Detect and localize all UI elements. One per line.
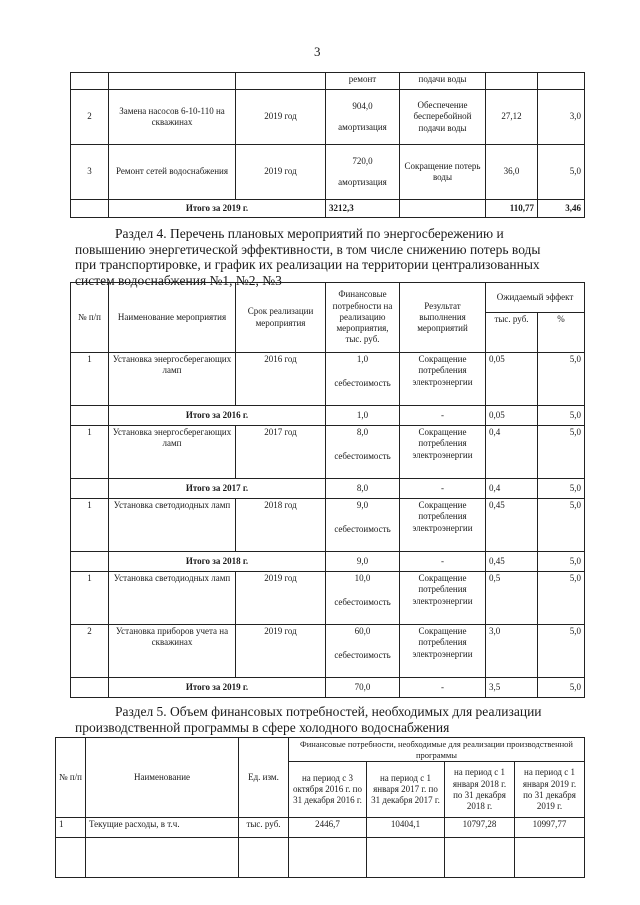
finance-cell	[326, 625, 400, 678]
empty-cell	[289, 838, 367, 878]
finance-source: амортизация	[338, 177, 387, 187]
empty-cell	[109, 73, 236, 90]
finance-source: себестоимость	[334, 650, 391, 661]
table-row	[71, 73, 585, 90]
measure-name: Установка энергосберегающих ламп	[109, 353, 236, 406]
section5-line2: производственной программы в сфере холодного водоснабжения	[75, 719, 450, 735]
empty-cell	[367, 838, 445, 878]
finance-cell: ремонт	[326, 73, 400, 90]
row-number: 1	[71, 572, 109, 625]
th5-unit: Ед. изм.	[239, 738, 289, 818]
finance-amount: 10,0	[354, 573, 371, 583]
result-cell: Обеспечение бесперебойной подачи воды	[400, 90, 486, 145]
table-row	[71, 426, 585, 479]
total-effect-rub: 3,5	[486, 678, 538, 698]
empty-cell	[71, 678, 109, 698]
finance-source: себестоимость	[334, 597, 391, 608]
finance-amount: 9,0	[356, 500, 369, 510]
effect-rub: 27,12	[486, 90, 538, 145]
total-label: Итого за 2018 г.	[109, 552, 326, 572]
result-cell: Сокращение потребления электроэнергии	[400, 572, 486, 625]
finance-amount: 8,0	[356, 427, 369, 437]
period-cell: 2019 год	[236, 145, 326, 200]
empty-cell	[71, 73, 109, 90]
finance-cell	[326, 499, 400, 552]
section5-heading	[75, 704, 584, 735]
period-1-value: 2446,7	[289, 818, 367, 838]
result-cell: Сокращение потребления электроэнергии	[400, 625, 486, 678]
empty-cell	[515, 838, 585, 878]
empty-cell	[239, 838, 289, 878]
finance-cell	[326, 572, 400, 625]
table-row	[71, 90, 585, 145]
total-row	[71, 479, 585, 499]
table-row	[71, 145, 585, 200]
row-number: 1	[71, 499, 109, 552]
effect-rub: 0,4	[486, 426, 538, 479]
period-4-value: 10997,77	[515, 818, 585, 838]
expense-name: Текущие расходы, в т.ч.	[86, 818, 239, 838]
finance-source: себестоимость	[334, 524, 391, 535]
section4-line2: повышению энергетической эффективности, в том числе снижению потерь воды	[75, 241, 541, 257]
section4-heading	[75, 226, 584, 288]
result-cell: Сокращение потерь воды	[400, 145, 486, 200]
total-label: Итого за 2019 г.	[109, 678, 326, 698]
effect-pct: 5,0	[538, 353, 585, 406]
empty-cell	[71, 552, 109, 572]
table-top-continuation	[70, 72, 585, 218]
th5-num: № п/п	[56, 738, 86, 818]
finance-source: себестоимость	[334, 451, 391, 462]
period-cell: 2016 год	[236, 353, 326, 406]
total-finance: 8,0	[326, 479, 400, 499]
result-cell: подачи воды	[400, 73, 486, 90]
total-effect-pct: 5,0	[538, 552, 585, 572]
total-label: Итого за 2017 г.	[109, 479, 326, 499]
effect-rub: 36,0	[486, 145, 538, 200]
th-num: № п/п	[71, 283, 109, 353]
total-effect-pct: 3,46	[538, 200, 585, 218]
th5-period-4: на период с 1 января 2019 г. по 31 декабря 2019 г.	[515, 762, 585, 818]
period-cell: 2019 год	[236, 625, 326, 678]
section4-line1: Раздел 4. Перечень плановых мероприятий по энергосбережению и	[115, 226, 504, 241]
result-cell: Сокращение потребления электроэнергии	[400, 499, 486, 552]
effect-pct: 5,0	[538, 572, 585, 625]
result-cell: Сокращение потребления электроэнергии	[400, 426, 486, 479]
section5-line1: Раздел 5. Объем финансовых потребностей, необходимых для реализации	[115, 704, 542, 719]
effect-pct: 5,0	[538, 625, 585, 678]
th5-period-1: на период с 3 октября 2016 г. по 31 декабря 2016 г.	[289, 762, 367, 818]
effect-pct: 5,0	[538, 145, 585, 200]
total-row	[71, 200, 585, 218]
row-number: 2	[71, 90, 109, 145]
total-row	[71, 678, 585, 698]
row-number: 1	[71, 426, 109, 479]
total-result: -	[400, 479, 486, 499]
total-result: -	[400, 552, 486, 572]
th-result: Результат выполнения мероприятий	[400, 283, 486, 353]
total-effect-pct: 5,0	[538, 678, 585, 698]
th-name: Наименование мероприятия	[109, 283, 236, 353]
measure-name: Замена насосов 6-10-110 на скважинах	[109, 90, 236, 145]
total-result: -	[400, 678, 486, 698]
total-effect-rub: 110,77	[486, 200, 538, 218]
section4-line3: при транспортировке, и график их реализации на территории централизованных	[75, 257, 540, 272]
table-row	[56, 818, 585, 838]
th-period: Срок реализации мероприятия	[236, 283, 326, 353]
th-finance: Финансовые потребности на реализацию мероприятия, тыс. руб.	[326, 283, 400, 353]
total-finance: 9,0	[326, 552, 400, 572]
row-number: 1	[71, 353, 109, 406]
result-cell: Сокращение потребления электроэнергии	[400, 353, 486, 406]
total-label: Итого за 2016 г.	[109, 406, 326, 426]
table-financial-needs	[55, 737, 585, 878]
row-number: 1	[56, 818, 86, 838]
measure-name: Ремонт сетей водоснабжения	[109, 145, 236, 200]
total-finance: 3212,3	[326, 200, 400, 218]
measure-name: Установка энергосберегающих ламп	[109, 426, 236, 479]
effect-pct: 3,0	[538, 90, 585, 145]
effect-rub: 0,45	[486, 499, 538, 552]
effect-rub: 0,05	[486, 353, 538, 406]
total-effect-rub: 0,05	[486, 406, 538, 426]
period-cell: 2017 год	[236, 426, 326, 479]
th-effect-pct: %	[538, 313, 585, 353]
finance-amount: 720,0	[352, 155, 373, 166]
empty-cell	[486, 73, 538, 90]
finance-amount: 60,0	[354, 626, 371, 636]
measure-name: Установка приборов учета на скважинах	[109, 625, 236, 678]
empty-cell	[445, 838, 515, 878]
measure-name: Установка светодиодных ламп	[109, 499, 236, 552]
table-row	[71, 572, 585, 625]
page-number: 3	[314, 44, 321, 59]
row-number: 2	[71, 625, 109, 678]
finance-source: амортизация	[338, 122, 387, 132]
empty-cell	[538, 73, 585, 90]
section4-line4: систем водоснабжения №1, №2, №3	[75, 272, 282, 288]
finance-source: себестоимость	[334, 378, 391, 389]
effect-pct: 5,0	[538, 426, 585, 479]
table-row	[56, 838, 585, 878]
finance-cell	[326, 145, 400, 200]
table-row	[71, 499, 585, 552]
period-cell: 2019 год	[236, 90, 326, 145]
period-cell: 2019 год	[236, 572, 326, 625]
period-3-value: 10797,28	[445, 818, 515, 838]
table-row	[71, 353, 585, 406]
empty-cell	[236, 73, 326, 90]
empty-cell	[71, 479, 109, 499]
measure-name: Установка светодиодных ламп	[109, 572, 236, 625]
unit-cell: тыс. руб.	[239, 818, 289, 838]
total-row	[71, 406, 585, 426]
th-effect-rub: тыс. руб.	[486, 313, 538, 353]
th5-period-3: на период с 1 января 2018 г. по 31 декабря 2018 г.	[445, 762, 515, 818]
total-result: -	[400, 406, 486, 426]
row-number: 3	[71, 145, 109, 200]
effect-pct: 5,0	[538, 499, 585, 552]
empty-cell	[86, 838, 239, 878]
total-row	[71, 552, 585, 572]
period-2-value: 10404,1	[367, 818, 445, 838]
finance-cell	[326, 426, 400, 479]
total-effect-rub: 0,4	[486, 479, 538, 499]
effect-rub: 0,5	[486, 572, 538, 625]
total-effect-rub: 0,45	[486, 552, 538, 572]
th-effect: Ожидаемый эффект	[486, 283, 585, 313]
th5-period-2: на период с 1 января 2017 г. по 31 декабря 2017 г.	[367, 762, 445, 818]
finance-amount: 904,0	[352, 100, 373, 111]
table-row	[71, 625, 585, 678]
finance-cell	[326, 90, 400, 145]
total-effect-pct: 5,0	[538, 406, 585, 426]
total-effect-pct: 5,0	[538, 479, 585, 499]
total-finance: 1,0	[326, 406, 400, 426]
empty-cell	[400, 200, 486, 218]
th5-name: Наименование	[86, 738, 239, 818]
empty-cell	[56, 838, 86, 878]
table-energy-measures	[70, 282, 585, 698]
finance-amount: 1,0	[356, 354, 369, 364]
effect-rub: 3,0	[486, 625, 538, 678]
empty-cell	[71, 406, 109, 426]
th5-finance: Финансовые потребности, необходимые для реализации производственной программы	[289, 738, 585, 762]
total-label: Итого за 2019 г.	[109, 200, 326, 218]
total-finance: 70,0	[326, 678, 400, 698]
finance-cell	[326, 353, 400, 406]
period-cell: 2018 год	[236, 499, 326, 552]
empty-cell	[71, 200, 109, 218]
